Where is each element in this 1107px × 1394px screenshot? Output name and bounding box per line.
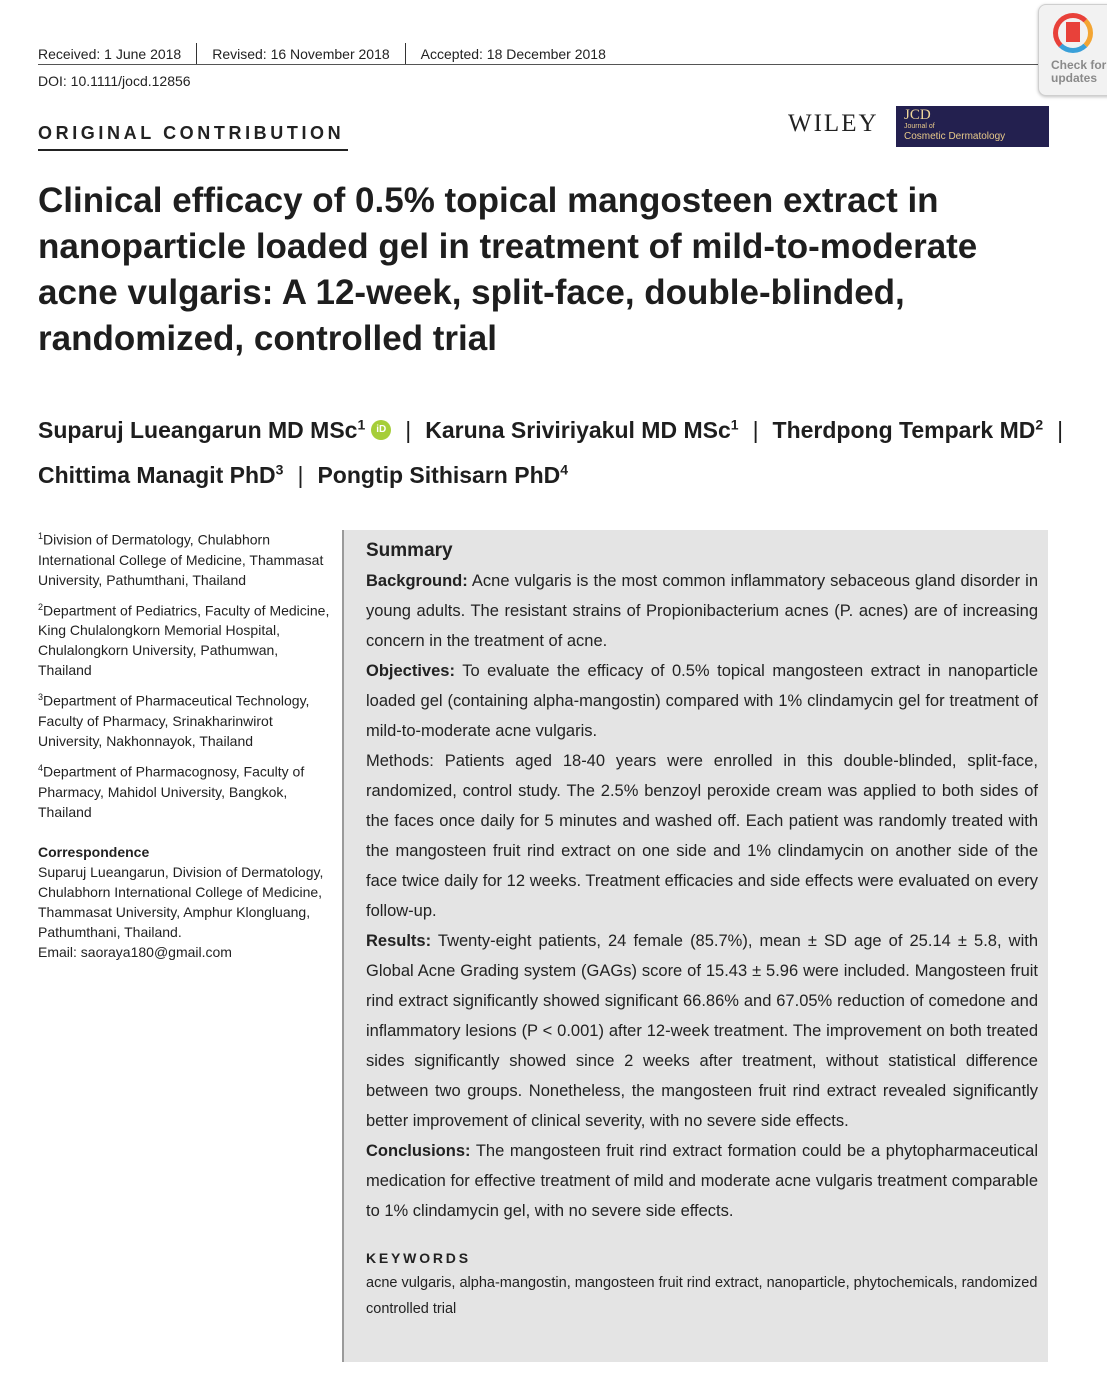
affiliation: $^1$Division of Dermatology, Chulabhorn International College of Medicine, Thammasat University, Pathumthani, Thailand: [38, 531, 324, 588]
journal-abbr: JCD: [904, 107, 931, 123]
summary-methods: Methods: Patients aged 18-40 years were enrolled in this double-blinded, split-face, randomized, control study. The 2.5% benzoyl peroxide cream was applied to both sides of the faces once daily for 5 minutes and washed off. Each patient was randomly treated with the mangosteen fruit rind extract on one side and 1% clindamycin on another side of the face twice daily for 12 weeks. Treatment efficacies and side effects were evaluated on every follow-up.: [366, 752, 1038, 920]
keywords: acne vulgaris, alpha-mangostin, mangosteen fruit rind extract, nanoparticle, phytochemicals, randomized controlled trial: [366, 1275, 1038, 1317]
correspondence-text: Suparuj Lueangarun, Division of Dermatology, Chulabhorn International College of Medicine, Thammasat University, Amphur Klongluang, Pathumthani, Thailand. Email: saoraya180@gmail.com: [38, 863, 324, 960]
summary-heading: Summary: [366, 540, 453, 561]
journal-line1: Journal of: [904, 123, 935, 130]
author[interactable]: Pongtip Sithisarn PhD$^4$: [317, 461, 569, 489]
journal-line2: Cosmetic Dermatology: [904, 131, 1006, 142]
author[interactable]: Suparuj Lueangarun MD MSc$^1$: [38, 416, 366, 443]
article-dates: [38, 43, 606, 65]
affiliation: $^4$Department of Pharmacognosy, Faculty of Pharmacy, Mahidol University, Bangkok, Thailand: [38, 762, 305, 820]
summary-background: Background: Acne vulgaris is the most common inflammatory sebaceous gland disorder in young adults. The resistant strains of Propionibacterium acnes (P. acnes) are of increasing concern in the treatment of acne.: [366, 572, 1038, 650]
summary-results: Results: Twenty-eight patients, 24 female (85.7%), mean ± SD age of 25.14 ± 5.8, with Global Acne Grading system (GAGs) score of 15.43 ± 5.96 were included. Mangosteen fruit rind extract significantly showed significant 66.86% and 67.05% reduction of comedone and inflammatory lesions (P < 0.001) after 12-week treatment. The improvement on both treated sides significantly showed since 2 weeks after treatment, without statistical difference between two groups. Nonetheless, the mangosteen fruit rind extract revealed significantly better improvement of clinical severity, with no severe side effects.: [366, 932, 1038, 1130]
correspondence-email[interactable]: Email: saoraya180@gmail.com: [38, 943, 232, 960]
header-rule: [38, 64, 1038, 65]
affiliations: [38, 526, 334, 962]
summary-conclusions: Conclusions: The mangosteen fruit rind extract formation could be a phytopharmaceutical medication for effective treatment of mild and moderate acne vulgaris treatment comparable to 1% clindamycin gel, with no severe side effects.: [366, 1142, 1038, 1220]
bookmark-icon: [1066, 22, 1080, 42]
section-label: ORIGINAL CONTRIBUTION: [38, 123, 345, 143]
check-updates-label: Check for updates: [1051, 58, 1107, 85]
date-divider: [405, 43, 406, 65]
affiliation: $^2$Department of Pediatrics, Faculty of Medicine, King Chulalongkorn Memorial Hospital, Chulalongkorn University, Pathumwan, Thailand: [38, 601, 330, 679]
correspondence-heading: Correspondence: [38, 843, 150, 860]
keywords-heading: KEYWORDS: [366, 1250, 471, 1266]
author[interactable]: Chittima Managit PhD$^3$: [38, 461, 284, 489]
journal-logo: [896, 106, 1049, 147]
author[interactable]: Therdpong Tempark $MD^2$: [772, 416, 1044, 443]
article-title: Clinical efficacy of 0.5% topical mangosteen extract in nanoparticle loaded gel in treatment of mild-to-moderate acne vulgaris: A 12-week, split-face, double-blinded, randomized, controlled trial: [38, 181, 978, 358]
revised-date: Revised: 16 November 2018: [212, 46, 390, 62]
summary-objectives: Objectives: To evaluate the efficacy of 0.5% topical mangosteen extract in nanoparticle loaded gel (containing alpha-mangostin) compared with 1% clindamycin gel for treatment of mild-to-moderate acne vulgaris.: [366, 662, 1038, 740]
doi[interactable]: DOI: 10.1111/jocd.12856: [38, 73, 191, 89]
author[interactable]: Karuna Sriviriyakul MD MSc$^1$: [425, 416, 739, 443]
summary-box: [342, 530, 1048, 1362]
orcid-icon[interactable]: iD: [371, 420, 391, 440]
received-date: Received: 1 June 2018: [38, 46, 182, 62]
section-rule: [38, 149, 348, 151]
publisher-logo: WILEY: [788, 110, 879, 137]
affiliation: $^3$Department of Pharmaceutical Technology, Faculty of Pharmacy, Srinakharinwirot University, Nakhonnayok, Thailand: [38, 692, 310, 749]
author-list: Suparuj Lueangarun MD MSc$^1$ iD | Karuna Sriviriyakul MD MSc$^1$ | Therdpong Tempark $MD^2$ | Chittima Managit PhD$^3$ | Pongtip Sithisarn PhD$^4$: [38, 416, 1064, 489]
accepted-date: Accepted: 18 December 2018: [420, 46, 606, 62]
date-divider: [196, 43, 197, 65]
check-for-updates-button[interactable]: [1038, 4, 1107, 96]
